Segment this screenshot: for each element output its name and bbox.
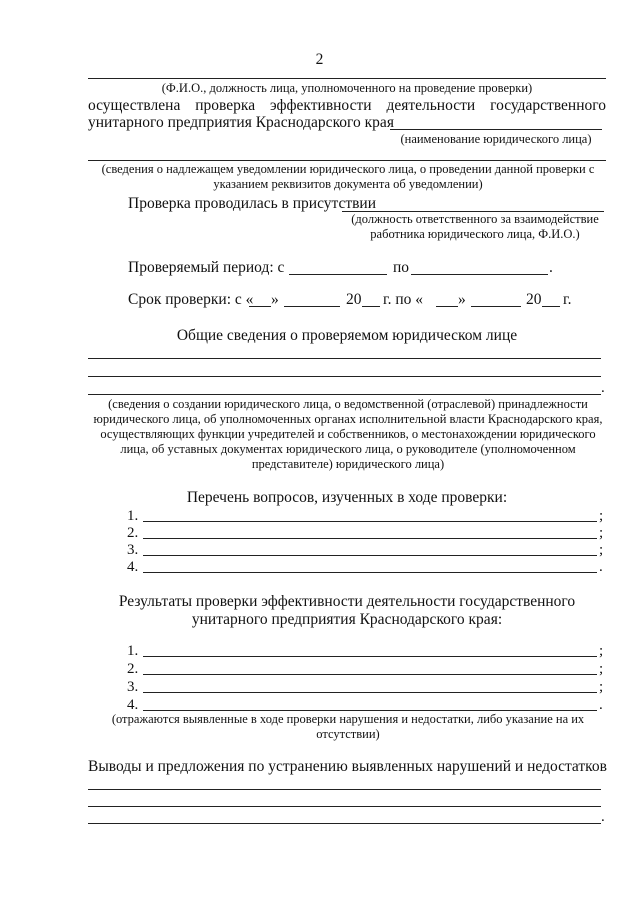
term-start-day-field[interactable] (249, 306, 271, 307)
legal-entity-caption: (наименование юридического лица) (400, 132, 592, 146)
general-info-end-dot: . (601, 380, 605, 396)
term-quote-close-1: » (271, 291, 279, 308)
question-number-3: 3. (127, 542, 139, 558)
presence-label: Проверка проводилась в присутствии (128, 195, 377, 212)
period-from-field[interactable] (289, 274, 387, 275)
result-number-3: 3. (127, 679, 139, 695)
period-to-word: по (393, 259, 410, 276)
period-end-dot: . (549, 259, 553, 276)
general-info-line-3[interactable] (88, 394, 601, 395)
term-label: Срок проверки: с « (128, 291, 254, 308)
term-year-suffix: г. (563, 291, 572, 308)
question-line-3[interactable] (143, 555, 597, 556)
result-line-3[interactable] (143, 692, 597, 693)
question-line-2[interactable] (143, 538, 597, 539)
result-end-3: ; (599, 679, 604, 695)
term-start-year-field[interactable] (362, 306, 380, 307)
term-quote-close-2: » (458, 291, 466, 308)
term-end-month-field[interactable] (471, 306, 521, 307)
inspection-text-line1: осуществлена проверка эффективности деятельности государственного (88, 97, 606, 114)
term-end-year-field[interactable] (542, 306, 560, 307)
question-number-2: 2. (127, 525, 139, 541)
conclusions-line-3[interactable] (88, 823, 601, 824)
conclusions-line-2[interactable] (88, 806, 601, 807)
question-end-4: . (599, 559, 603, 575)
question-line-1[interactable] (143, 521, 597, 522)
notification-field[interactable] (88, 160, 606, 161)
result-number-4: 4. (127, 697, 139, 713)
questions-heading: Перечень вопросов, изученных в ходе проверки: (186, 489, 508, 506)
period-to-field[interactable] (411, 274, 548, 275)
page-number: 2 (315, 51, 324, 68)
result-line-1[interactable] (143, 656, 597, 657)
term-end-day-field[interactable] (436, 306, 458, 307)
question-end-1: ; (599, 508, 604, 524)
question-number-4: 4. (127, 559, 139, 575)
inspector-name-field[interactable] (88, 78, 606, 79)
result-end-1: ; (599, 643, 604, 659)
general-info-heading: Общие сведения о проверяемом юридическом лице (176, 327, 518, 344)
result-line-2[interactable] (143, 674, 597, 675)
results-heading-line1: Результаты проверки эффективности деятельности государственного (118, 593, 576, 610)
term-to-word: г. по « (383, 291, 424, 308)
question-end-2: ; (599, 525, 604, 541)
question-end-3: ; (599, 542, 604, 558)
results-caption: (отражаются выявленные в ходе проверки нарушения и недостатки, либо указание на их отсутствии) (111, 712, 585, 741)
conclusions-end-dot: . (601, 809, 605, 825)
notification-caption: (сведения о надлежащем уведомлении юридического лица, о проведении данной проверки с указанием реквизитов документа об уведомлении) (101, 162, 595, 191)
general-info-line-1[interactable] (88, 358, 601, 359)
period-label: Проверяемый период: с (128, 259, 285, 276)
legal-entity-name-field[interactable] (390, 129, 602, 130)
question-number-1: 1. (127, 508, 139, 524)
result-number-1: 1. (127, 643, 139, 659)
general-info-line-2[interactable] (88, 376, 601, 377)
general-info-caption: (сведения о создании юридического лица, о ведомственной (отраслевой) принадлежности юридического лица, об уполномоченных органах исполнительной власти Краснодарского края, осуществляющих функции учредителей и собственников, о местонахождении юридического лица, об уставных документах юридического лица, о руководителе (уполномоченном представителе) юридического лица) (93, 397, 603, 471)
term-year-prefix-2: 20 (526, 291, 542, 308)
result-number-2: 2. (127, 661, 139, 677)
conclusions-heading: Выводы и предложения по устранению выявленных нарушений и недостатков (88, 758, 607, 775)
conclusions-line-1[interactable] (88, 789, 601, 790)
inspection-text-line2: унитарного предприятия Краснодарского края (88, 114, 394, 131)
result-end-4: . (599, 697, 603, 713)
result-line-4[interactable] (143, 710, 597, 711)
question-line-4[interactable] (143, 572, 597, 573)
inspector-name-caption: (Ф.И.О., должность лица, уполномоченного на проведение проверки) (161, 81, 533, 95)
term-start-month-field[interactable] (284, 306, 340, 307)
term-year-prefix-1: 20 (346, 291, 362, 308)
results-heading-line2: унитарного предприятия Краснодарского края: (191, 611, 503, 628)
presence-caption: (должность ответственного за взаимодействие работника юридического лица, Ф.И.О.) (351, 212, 599, 241)
result-end-2: ; (599, 661, 604, 677)
